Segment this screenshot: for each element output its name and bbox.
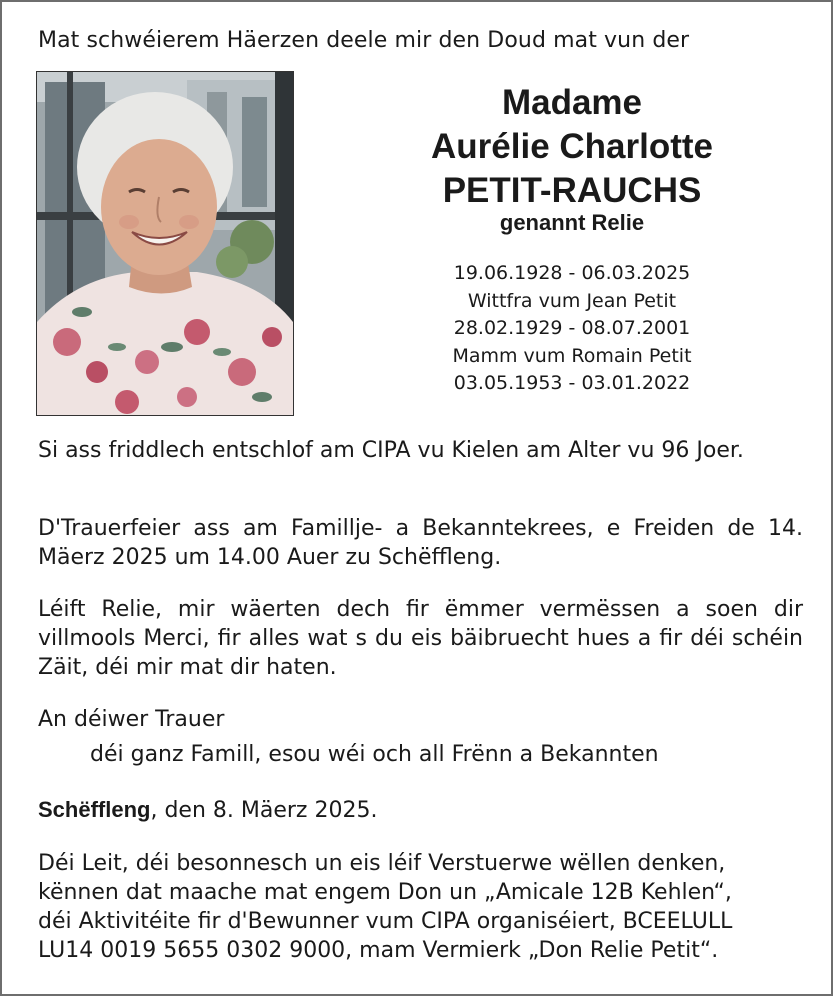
donation-line-3: déi Aktivitéite fir d'Bewunner vum CIPA organiséiert, BCEELULL bbox=[38, 909, 733, 934]
surname: PETIT-RAUCHS bbox=[442, 171, 702, 210]
passing-paragraph: Si ass friddlech entschlof am CIPA vu Kielen am Alter vu 96 Joer. bbox=[38, 438, 744, 463]
dates-block bbox=[322, 260, 822, 398]
place-date-line bbox=[38, 795, 803, 825]
son-dates: 03.05.1953 - 03.01.2022 bbox=[453, 372, 691, 394]
nickname: genannt Relie bbox=[499, 210, 645, 235]
first-names: Aurélie Charlotte bbox=[431, 127, 713, 166]
spouse-label: Wittfra vum Jean Petit bbox=[467, 289, 677, 312]
family-line: déi ganz Famill, esou wéi och all Frënn a Bekannten bbox=[90, 742, 659, 767]
donation-line-2: kënnen dat maache mat engem Don un „Amicale 12B Kehlen“, bbox=[38, 880, 732, 905]
farewell-paragraph: Léift Relie, mir wäerten dech fir ëmmer vermëssen a soen dir villmools Merci, fir alles wat s du eis bäibruecht hues a fir déi schéin Zäit, déi mir mat dir haten. bbox=[38, 597, 803, 680]
spouse-dates: 28.02.1929 - 08.07.2001 bbox=[453, 317, 691, 339]
notice-date: , den 8. Mäerz 2025. bbox=[150, 798, 378, 823]
funeral-paragraph: D'Trauerfeier ass am Famillje- a Bekanntekrees, e Freiden de 14. Mäerz 2025 um 14.00 Auer zu Schëffleng. bbox=[38, 516, 803, 570]
honorific: Madame bbox=[501, 83, 643, 122]
place-name: Schëffleng bbox=[38, 797, 151, 822]
donation-paragraph bbox=[38, 849, 803, 965]
son-label: Mamm vum Romain Petit bbox=[452, 344, 692, 367]
life-dates: 19.06.1928 - 06.03.2025 bbox=[453, 262, 691, 284]
mourning-line: An déiwer Trauer bbox=[38, 707, 225, 732]
deceased-name-block bbox=[322, 81, 822, 213]
portrait-image bbox=[37, 72, 293, 415]
donation-line-1: Déi Leit, déi besonnesch un eis léif Verstuerwe wëllen denken, bbox=[38, 851, 726, 876]
intro-text: Mat schwéierem Häerzen deele mir den Doud mat vun der bbox=[38, 28, 690, 53]
portrait-photo bbox=[36, 71, 294, 416]
donation-line-4: LU14 0019 5655 0302 9000, mam Vermierk „Don Relie Petit“. bbox=[38, 938, 719, 963]
